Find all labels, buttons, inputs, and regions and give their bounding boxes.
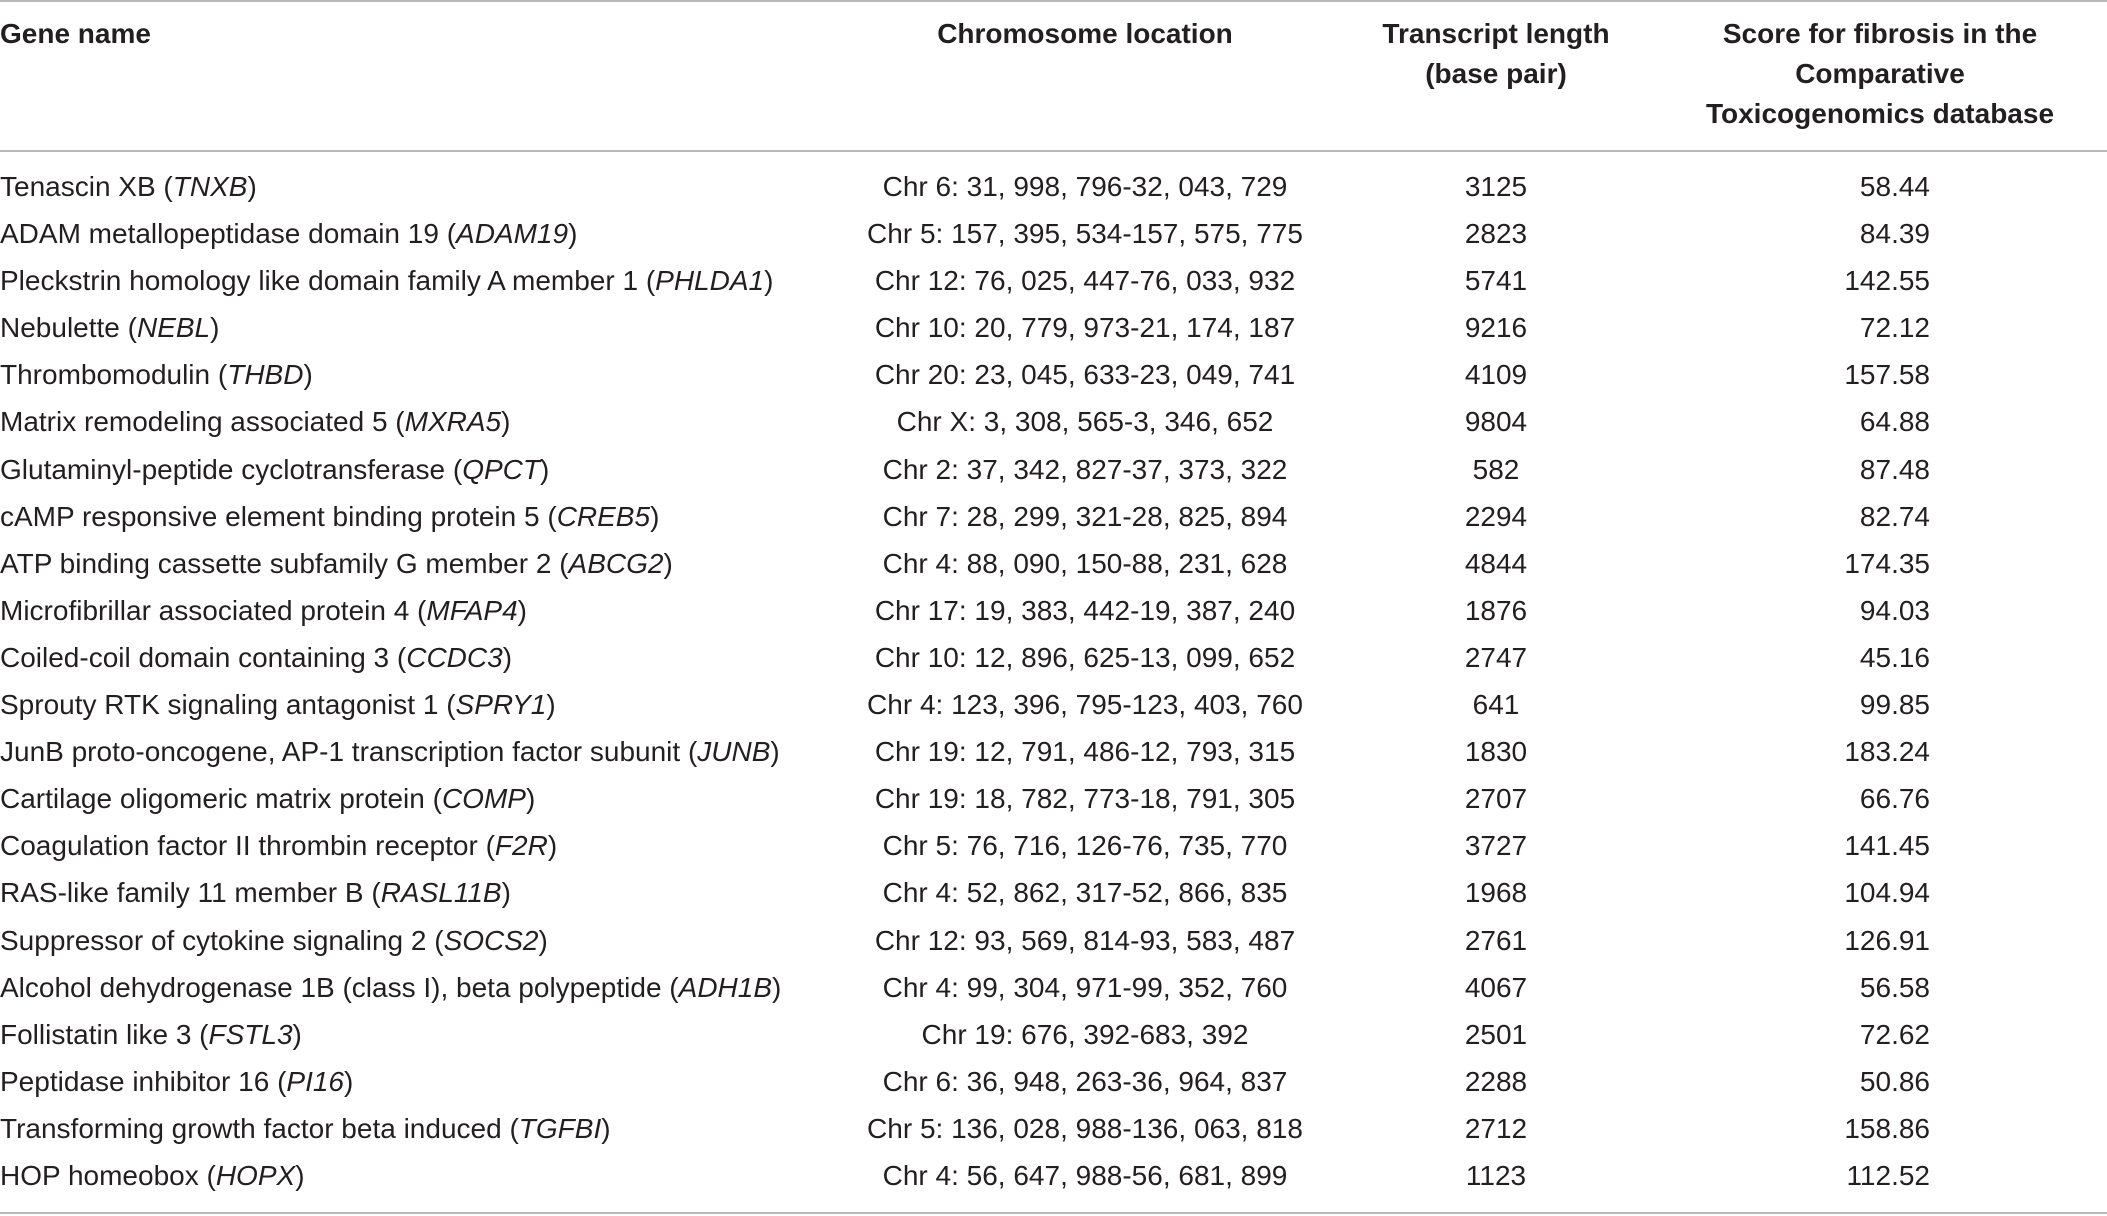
header-fibrosis-score-line-2: Comparative: [1795, 58, 1965, 89]
gene-name-cell: Pleckstrin homology like domain family A member 1 (PHLDA1): [0, 265, 774, 297]
gene-symbol: QPCT: [462, 453, 540, 485]
gene-full-name: Thrombomodulin: [0, 359, 211, 391]
transcript-length-cell: 2288: [1464, 1065, 1528, 1097]
transcript-length-cell: 4844: [1464, 547, 1528, 579]
fibrosis-score-cell: 56.58: [1859, 971, 1930, 1003]
gene-symbol: PHLDA1: [655, 265, 765, 297]
transcript-length-cell: 2707: [1464, 783, 1528, 815]
gene-name-cell: cAMP responsive element binding protein 5 (CREB5): [0, 500, 660, 532]
gene-full-name: Nebulette: [0, 312, 120, 344]
gene-name-cell: Microfibrillar associated protein 4 (MFAP4): [0, 594, 527, 626]
gene-symbol: FSTL3: [208, 1018, 293, 1050]
gene-name-cell: Peptidase inhibitor 16 (PI16): [0, 1065, 354, 1097]
gene-name-cell: Thrombomodulin (THBD): [0, 359, 313, 391]
header-gene-name-line: Gene name: [0, 18, 151, 49]
gene-symbol: TNXB: [172, 171, 248, 202]
gene-symbol: COMP: [441, 783, 526, 815]
header-transcript-length: [1336, 14, 1656, 94]
fibrosis-score-cell: 141.45: [1844, 830, 1930, 862]
transcript-length-cell: 3125: [1464, 171, 1528, 202]
gene-name-cell: Tenascin XB (TNXB): [0, 171, 257, 202]
gene-symbol: SOCS2: [443, 924, 539, 956]
chromosome-location-cell: Chr X: 3, 308, 565-3, 346, 652: [896, 406, 1274, 438]
gene-symbol: ADH1B: [678, 971, 773, 1003]
fibrosis-score-cell: 126.91: [1844, 924, 1930, 956]
table-row: [0, 398, 2107, 445]
transcript-length-cell: 2823: [1464, 218, 1528, 250]
table-row: [0, 917, 2107, 964]
table-row: [0, 728, 2107, 775]
gene-name-cell: Transforming growth factor beta induced (TGFBI): [0, 1112, 611, 1144]
fibrosis-score-cell: 50.86: [1859, 1065, 1930, 1097]
table-row: [0, 540, 2107, 587]
fibrosis-score-cell: 112.52: [1846, 1159, 1930, 1191]
fibrosis-score-cell: 84.39: [1859, 218, 1930, 250]
table-row: [0, 1152, 2107, 1199]
table-row: [0, 210, 2107, 257]
header-transcript-length-line-1: Transcript length: [1382, 18, 1610, 49]
chromosome-location-cell: Chr 12: 76, 025, 447-76, 033, 932: [874, 265, 1296, 297]
table-row: [0, 1011, 2107, 1058]
transcript-length-cell: 2294: [1464, 500, 1528, 532]
fibrosis-score-cell: 142.55: [1844, 265, 1930, 297]
chromosome-location-cell: Chr 19: 18, 782, 773-18, 791, 305: [874, 783, 1296, 815]
gene-full-name: Coiled-coil domain containing 3: [0, 641, 390, 673]
gene-full-name: Coagulation factor II thrombin receptor: [0, 830, 478, 862]
fibrosis-score-cell: 64.88: [1859, 406, 1930, 438]
transcript-length-cell: 4067: [1464, 971, 1528, 1003]
transcript-length-cell: 5741: [1464, 265, 1528, 297]
gene-full-name: Peptidase inhibitor 16: [0, 1065, 270, 1097]
gene-symbol: CCDC3: [406, 641, 503, 673]
transcript-length-cell: 1123: [1465, 1159, 1527, 1191]
fibrosis-score-cell: 94.03: [1859, 594, 1930, 626]
table-row: [0, 634, 2107, 681]
transcript-length-cell: 2712: [1464, 1112, 1528, 1144]
gene-name-cell: Nebulette (NEBL): [0, 312, 220, 344]
header-chromosome-location: [900, 14, 1270, 54]
table-row: [0, 351, 2107, 398]
fibrosis-score-cell: 99.85: [1859, 689, 1930, 721]
table-row: [0, 446, 2107, 493]
gene-name-cell: JunB proto-oncogene, AP-1 transcription factor subunit (JUNB): [0, 736, 780, 768]
gene-symbol: ADAM19: [456, 218, 569, 250]
table-row: [0, 587, 2107, 634]
table-body: [0, 163, 2107, 1199]
gene-full-name: Alcohol dehydrogenase 1B (class I), beta polypeptide: [0, 971, 662, 1003]
chromosome-location-cell: Chr 4: 88, 090, 150-88, 231, 628: [882, 547, 1288, 579]
gene-full-name: Tenascin XB: [0, 171, 156, 202]
gene-name-cell: Alcohol dehydrogenase 1B (class I), beta polypeptide (ADH1B): [0, 971, 782, 1003]
gene-full-name: Microfibrillar associated protein 4: [0, 594, 410, 626]
gene-name-cell: Cartilage oligomeric matrix protein (COMP): [0, 783, 536, 815]
table-row: [0, 822, 2107, 869]
fibrosis-score-cell: 158.86: [1844, 1112, 1930, 1144]
chromosome-location-cell: Chr 6: 31, 998, 796-32, 043, 729: [882, 171, 1288, 202]
transcript-length-cell: 2501: [1464, 1018, 1528, 1050]
gene-full-name: RAS-like family 11 member B: [0, 877, 364, 909]
table-row: [0, 1058, 2107, 1105]
gene-name-cell: HOP homeobox (HOPX): [0, 1159, 305, 1191]
fibrosis-score-cell: 183.24: [1844, 736, 1930, 768]
gene-full-name: Follistatin like 3: [0, 1018, 192, 1050]
table-row: [0, 964, 2107, 1011]
gene-name-cell: Suppressor of cytokine signaling 2 (SOCS2): [0, 924, 548, 956]
fibrosis-score-cell: 58.44: [1859, 171, 1930, 202]
chromosome-location-cell: Chr 5: 76, 716, 126-76, 735, 770: [882, 830, 1288, 862]
gene-symbol: JUNB: [697, 736, 771, 768]
table-row: [0, 493, 2107, 540]
chromosome-location-cell: Chr 17: 19, 383, 442-19, 387, 240: [874, 594, 1296, 626]
chromosome-location-cell: Chr 5: 136, 028, 988-136, 063, 818: [867, 1112, 1303, 1144]
header-fibrosis-score: [1660, 14, 2100, 134]
header-fibrosis-score-line-3: Toxicogenomics database: [1705, 98, 2055, 129]
fibrosis-score-cell: 66.76: [1859, 783, 1930, 815]
chromosome-location-cell: Chr 6: 36, 948, 263-36, 964, 837: [882, 1065, 1288, 1097]
gene-full-name: Transforming growth factor beta induced: [0, 1112, 502, 1144]
gene-symbol: SPRY1: [455, 689, 547, 721]
fibrosis-score-cell: 87.48: [1859, 453, 1930, 485]
chromosome-location-cell: Chr 4: 99, 304, 971-99, 352, 760: [882, 971, 1288, 1003]
gene-symbol: F2R: [494, 830, 548, 862]
transcript-length-cell: 582: [1472, 453, 1520, 485]
gene-full-name: Glutaminyl-peptide cyclotransferase: [0, 453, 446, 485]
chromosome-location-cell: Chr 5: 157, 395, 534-157, 575, 775: [867, 218, 1303, 250]
header-gene-name: [0, 14, 151, 54]
table-row: [0, 1105, 2107, 1152]
fibrosis-score-cell: 72.12: [1859, 312, 1930, 344]
gene-name-cell: Glutaminyl-peptide cyclotransferase (QPCT): [0, 453, 550, 485]
table-row: [0, 163, 2107, 210]
gene-full-name: Sprouty RTK signaling antagonist 1: [0, 689, 439, 721]
gene-full-name: Cartilage oligomeric matrix protein: [0, 783, 425, 815]
table-row: [0, 304, 2107, 351]
fibrosis-score-cell: 157.58: [1844, 359, 1930, 391]
table-row: [0, 257, 2107, 304]
gene-symbol: MFAP4: [426, 594, 518, 626]
table-row: [0, 775, 2107, 822]
fibrosis-score-cell: 45.16: [1859, 641, 1930, 673]
table-top-rule: [0, 0, 2107, 2]
gene-name-cell: Matrix remodeling associated 5 (MXRA5): [0, 406, 511, 438]
gene-symbol: CREB5: [556, 500, 651, 532]
header-chromosome-location-line: Chromosome location: [937, 18, 1233, 49]
chromosome-location-cell: Chr 4: 52, 862, 317-52, 866, 835: [882, 877, 1288, 909]
transcript-length-cell: 3727: [1464, 830, 1528, 862]
gene-full-name: ADAM metallopeptidase domain 19: [0, 218, 439, 250]
chromosome-location-cell: Chr 19: 676, 392-683, 392: [921, 1018, 1249, 1050]
gene-symbol: RASL11B: [380, 877, 502, 909]
chromosome-location-cell: Chr 4: 123, 396, 795-123, 403, 760: [867, 689, 1303, 721]
gene-name-cell: Sprouty RTK signaling antagonist 1 (SPRY1): [0, 689, 556, 721]
fibrosis-score-cell: 104.94: [1844, 877, 1930, 909]
gene-full-name: Suppressor of cytokine signaling 2: [0, 924, 427, 956]
gene-symbol: ABCG2: [568, 547, 664, 579]
gene-full-name: JunB proto-oncogene, AP-1 transcription factor subunit: [0, 736, 681, 768]
transcript-length-cell: 1876: [1464, 594, 1528, 626]
transcript-length-cell: 4109: [1464, 359, 1528, 391]
header-transcript-length-line-2: (base pair): [1425, 58, 1567, 89]
chromosome-location-cell: Chr 19: 12, 791, 486-12, 793, 315: [874, 736, 1296, 768]
transcript-length-cell: 1968: [1464, 877, 1528, 909]
transcript-length-cell: 9216: [1464, 312, 1528, 344]
gene-name-cell: ADAM metallopeptidase domain 19 (ADAM19): [0, 218, 578, 250]
gene-name-cell: ATP binding cassette subfamily G member 2 (ABCG2): [0, 547, 673, 579]
table-bottom-rule: [0, 1212, 2107, 1214]
chromosome-location-cell: Chr 12: 93, 569, 814-93, 583, 487: [874, 924, 1296, 956]
table-row: [0, 869, 2107, 916]
gene-symbol: THBD: [227, 359, 304, 391]
chromosome-location-cell: Chr 2: 37, 342, 827-37, 373, 322: [882, 453, 1288, 485]
chromosome-location-cell: Chr 10: 20, 779, 973-21, 174, 187: [874, 312, 1296, 344]
gene-name-cell: Coagulation factor II thrombin receptor (F2R): [0, 830, 558, 862]
header-fibrosis-score-line-1: Score for fibrosis in the: [1722, 18, 2038, 49]
fibrosis-score-cell: 82.74: [1859, 500, 1930, 532]
transcript-length-cell: 2747: [1464, 641, 1528, 673]
gene-full-name: ATP binding cassette subfamily G member 2: [0, 547, 552, 579]
fibrosis-score-cell: 174.35: [1844, 547, 1930, 579]
gene-name-cell: Coiled-coil domain containing 3 (CCDC3): [0, 641, 513, 673]
gene-full-name: Pleckstrin homology like domain family A member 1: [0, 265, 639, 297]
transcript-length-cell: 641: [1472, 689, 1520, 721]
chromosome-location-cell: Chr 4: 56, 647, 988-56, 681, 899: [882, 1159, 1288, 1191]
gene-full-name: cAMP responsive element binding protein 5: [0, 500, 540, 532]
gene-symbol: PI16: [286, 1065, 345, 1097]
gene-symbol: TGFBI: [518, 1112, 602, 1144]
transcript-length-cell: 1830: [1464, 736, 1528, 768]
gene-symbol: NEBL: [136, 312, 211, 344]
chromosome-location-cell: Chr 7: 28, 299, 321-28, 825, 894: [882, 500, 1288, 532]
fibrosis-score-cell: 72.62: [1859, 1018, 1930, 1050]
transcript-length-cell: 9804: [1464, 406, 1528, 438]
table-row: [0, 681, 2107, 728]
gene-name-cell: RAS-like family 11 member B (RASL11B): [0, 877, 511, 909]
gene-symbol: MXRA5: [404, 406, 502, 438]
gene-full-name: HOP homeobox: [0, 1159, 199, 1191]
gene-full-name: Matrix remodeling associated 5: [0, 406, 388, 438]
gene-name-cell: Follistatin like 3 (FSTL3): [0, 1018, 302, 1050]
chromosome-location-cell: Chr 20: 23, 045, 633-23, 049, 741: [874, 359, 1296, 391]
gene-symbol: HOPX: [215, 1159, 296, 1191]
transcript-length-cell: 2761: [1464, 924, 1528, 956]
header-divider-rule: [0, 150, 2107, 152]
chromosome-location-cell: Chr 10: 12, 896, 625-13, 099, 652: [874, 641, 1296, 673]
